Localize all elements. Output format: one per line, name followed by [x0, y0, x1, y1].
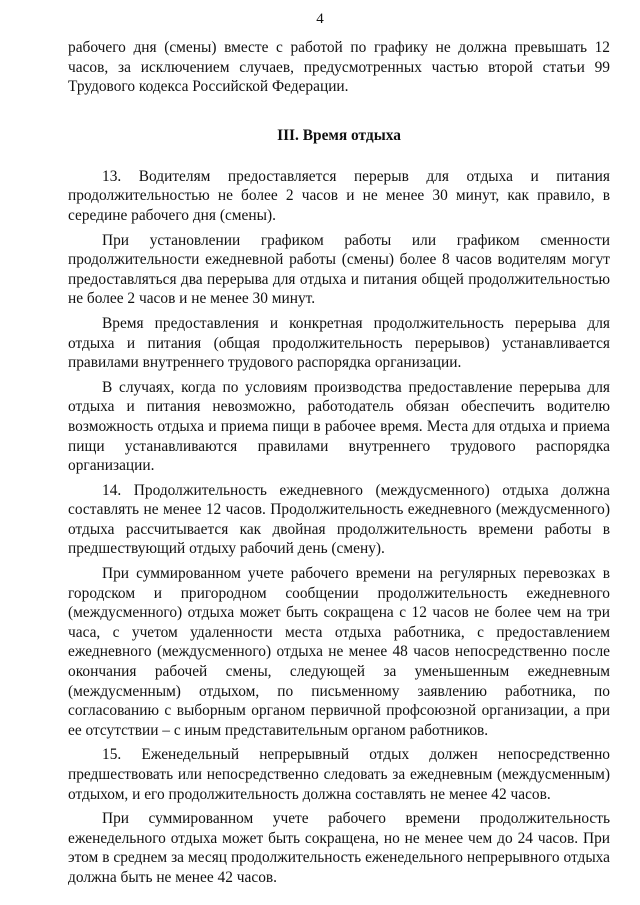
paragraph-14: 14. Продолжительность ежедневного (междусменного) отдыха должна составлять не менее 12 часов. Продолжительность ежедневного (междусменного) отдыха рассчитывается как двойная продолжительность времени работы в предшествующий отдыху рабочий день (смену). — [68, 481, 610, 558]
paragraph-13-shift-breaks: При установлении графиком работы или графиком сменности продолжительности ежедневной работы (смены) более 8 часов водителям могут предоставляться два перерыва для отдыха и питания общей продолжительностью не более 2 часов и не менее 30 минут. — [68, 231, 610, 308]
paragraph-13-no-break: В случаях, когда по условиям производства предоставление перерыва для отдыха и питания невозможно, работодатель обязан обеспечить водителю возможность отдыха и приема пищи в рабочее время. Места для отдыха и приема пищи устанавливаются правилами внутреннего трудового распорядка организации. — [68, 378, 610, 475]
paragraph-15: 15. Еженедельный непрерывный отдых должен непосредственно предшествовать или непосредственно следовать за ежедневным (междусменным) отдыхом, и его продолжительность должна составлять не менее 42 часов. — [68, 746, 610, 803]
paragraph-14-summed-accounting: При суммированном учете рабочего времени на регулярных перевозках в городском и пригородном сообщении продолжительность ежедневного (междусменного) отдыха может быть сокращена с 12 часов не более чем на три часа, с учетом удаленности места отдыха работника, с предоставлением ежедневного (междусменного) отдыха не менее 48 часов непосредственно после окончания рабочей смены, следующей за уменьшенным ежедневным (междусменным) отдыхом, по письменному заявлению работника, по согласованию с выборным органом первичной профсоюзной организации, а при ее отсутствии – с иным представительным органом работников. — [68, 565, 610, 739]
section-heading: III. Время отдыха — [277, 126, 401, 144]
paragraph-13-break-timing: Время предоставления и конкретная продолжительность перерыва для отдыха и питания (общая продолжительность перерывов) устанавливается правилами внутреннего трудового распорядка организации. — [68, 314, 610, 372]
paragraph-13: 13. Водителям предоставляется перерыв для отдыха и питания продолжительностью не более 2 часов и не менее 30 минут, как правило, в середине рабочего дня (смены). — [68, 167, 610, 224]
document-body — [68, 38, 610, 888]
paragraph-15-weekly-reduction: При суммированном учете рабочего времени продолжительность еженедельного отдыха может быть сокращена, но не менее чем до 24 часов. При этом в среднем за месяц продолжительность еженедельного непрерывного отдыха должна быть не менее 42 часов. — [68, 810, 610, 886]
paragraph-continuation: рабочего дня (смены) вместе с работой по графику не должна превышать 12 часов, за исключением случаев, предусмотренных частью второй статьи 99 Трудового кодекса Российской Федерации. — [68, 39, 610, 96]
page-number: 4 — [316, 11, 324, 27]
